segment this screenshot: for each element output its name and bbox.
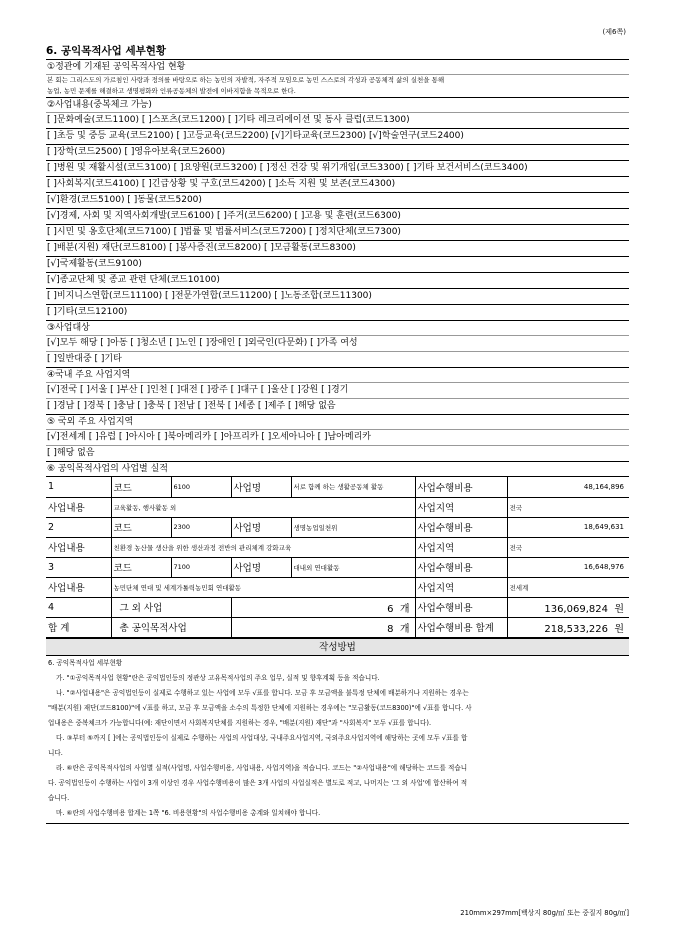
domestic-region-row[interactable]: [√]전국 [ ]서울 [ ]부산 [ ]인천 [ ]대전 [ ]광주 [ ]대구 [ ]울산 [ ]강원 [ ]경기 — [46, 383, 629, 399]
other-cost-label: 사업수행비용 — [415, 597, 507, 617]
business-row[interactable]: [√]환경(코드5100) [ ]동물(코드5200) — [46, 193, 629, 209]
paper-spec: 210mm×297mm[백상지 80g/㎡ 또는 중질지 80g/㎡] — [460, 909, 629, 917]
code-value[interactable]: 2300 — [171, 517, 231, 537]
code-value[interactable]: 7100 — [171, 557, 231, 577]
overseas-region-heading: ⑤ 국외 주요 사업지역 — [46, 415, 629, 430]
name-value[interactable]: 서로 함께 하는 생활공동체 활동 — [291, 477, 415, 497]
target-row[interactable]: [ ]일반대중 [ ]기타 — [46, 352, 629, 368]
table-row — [46, 557, 629, 577]
table-row — [46, 497, 629, 517]
cost-value[interactable]: 18,649,631 — [507, 517, 629, 537]
other-cost-unit: 원 — [614, 603, 624, 615]
name-label: 사업명 — [231, 517, 291, 537]
notes-line: 습니다. — [48, 793, 70, 802]
code-label: 코드 — [111, 517, 171, 537]
table-row — [46, 577, 629, 597]
total-cost[interactable] — [507, 617, 629, 637]
business-row[interactable]: [ ]사회복지(코드4100) [ ]긴급상황 및 구호(코드4200) [ ]소득 지원 및 보존(코드4300) — [46, 177, 629, 193]
content-label: 사업내용 — [46, 497, 111, 517]
total-count-unit: 개 — [399, 623, 410, 635]
notes-line: 가. "①공익목적사업 현황"란은 공익법인등의 정관상 고유목적사업의 주요 업무, 실적 및 향후계획 등을 적습니다. — [56, 673, 380, 682]
purpose-line-2: 농업, 농민 문제를 해결하고 생명평화와 인류공동체의 발전에 이바지함을 목적으로 한다. — [47, 87, 296, 95]
domestic-region-row[interactable]: [ ]경남 [ ]경북 [ ]충남 [ ]충북 [ ]전남 [ ]전북 [ ]세종 [ ]제주 [ ]해당 없음 — [46, 399, 629, 415]
notes-line: 니다. — [48, 748, 63, 757]
other-count-unit: 개 — [399, 603, 410, 615]
region-value[interactable]: 전국 — [507, 497, 629, 517]
item-no: 3 — [46, 557, 111, 577]
item-no: 4 — [46, 597, 111, 617]
performance-heading: ⑥ 공익목적사업의 사업별 실적 — [46, 462, 629, 477]
notes-title: 작성방법 — [46, 638, 629, 656]
business-row[interactable]: [√]경제, 사회 및 지역사회개발(코드6100) [ ]주거(코드6200) [ ]고용 및 훈련(코드6300) — [46, 209, 629, 225]
notes-line: "배분(지원) 재단(코드8100)"에 √표를 하고, 모금 후 모금액을 소수의 특정한 단체에 지원하는 경우에는 "모금활동(코드8300)"에 √표를 합니다. 사 — [48, 703, 472, 712]
content-value[interactable]: 친환경 농산물 생산을 위한 생산과정 전반의 관리체계 강화교육 — [111, 537, 415, 557]
business-row[interactable]: [ ]배분(지원) 재단(코드8100) [ ]봉사증진(코드8200) [ ]모금활동(코드8300) — [46, 241, 629, 257]
total-cost-value: 218,533,226 — [544, 623, 608, 635]
total-count-value: 8 — [387, 623, 394, 635]
cost-label: 사업수행비용 — [415, 517, 507, 537]
item-no: 2 — [46, 517, 111, 537]
target-heading: ③사업대상 — [46, 321, 629, 336]
business-row[interactable]: [√]국제활동(코드9100) — [46, 257, 629, 273]
business-row[interactable]: [ ]문화예술(코드1100) [ ]스포츠(코드1200) [ ]기타 레크리에이션 및 동사 클럽(코드1300) — [46, 113, 629, 129]
business-heading: ②사업내용(중복체크 가능) — [46, 98, 629, 113]
purpose-line-1: 본 회는 그리스도의 가르침인 사랑과 정의를 바탕으로 하는 농민의 자발적, 자주적 모임으로 농민 스스로의 각성과 공동체적 삶의 실천을 통해 — [47, 76, 445, 84]
region-value[interactable]: 전세계 — [507, 577, 629, 597]
content-value[interactable]: 농민단체 연대 및 세계가톨릭농민회 연대활동 — [111, 577, 415, 597]
name-label: 사업명 — [231, 477, 291, 497]
notes-line: 다. 공익법인등이 수행하는 사업이 3개 이상인 경우 사업수행비용이 많은 3개 사업의 사업실적은 별도로 적고, 나머지는 '그 외 사업'에 합산하여 적 — [48, 778, 468, 787]
notes-line: 업내용은 중복체크가 가능합니다(예: 재단이면서 사회복지단체를 지원하는 경우, "배분(지원) 재단"과 "사회복지" 모두 √표를 합니다). — [48, 718, 432, 727]
business-row[interactable]: [√]종교단체 및 종교 관련 단체(코드10100) — [46, 273, 629, 289]
notes-body — [46, 656, 629, 824]
domestic-region-heading: ④국내 주요 사업지역 — [46, 368, 629, 383]
other-cost-value: 136,069,824 — [544, 603, 608, 615]
region-label: 사업지역 — [415, 537, 507, 557]
cost-value[interactable]: 48,164,896 — [507, 477, 629, 497]
target-row[interactable]: [√]모두 해당 [ ]아동 [ ]청소년 [ ]노인 [ ]장애인 [ ]외국인(다문화) [ ]가족 여성 — [46, 336, 629, 352]
total-cost-label: 사업수행비용 합계 — [415, 617, 507, 637]
region-label: 사업지역 — [415, 497, 507, 517]
code-label: 코드 — [111, 477, 171, 497]
total-cost-unit: 원 — [614, 623, 624, 635]
cost-label: 사업수행비용 — [415, 477, 507, 497]
purpose-text — [46, 75, 629, 98]
table-row — [46, 477, 629, 497]
content-label: 사업내용 — [46, 537, 111, 557]
table-row-total — [46, 617, 629, 637]
business-row[interactable]: [ ]시민 및 옹호단체(코드7100) [ ]법률 및 법률서비스(코드7200) [ ]정치단체(코드7300) — [46, 225, 629, 241]
content-value[interactable]: 교육활동, 행사활동 외 — [111, 497, 415, 517]
table-row-other — [46, 597, 629, 617]
table-row — [46, 537, 629, 557]
business-row[interactable]: [ ]병원 및 재활시설(코드3100) [ ]요양원(코드3200) [ ]정신 건강 및 위기개입(코드3300) [ ]기타 보건서비스(코드3400) — [46, 161, 629, 177]
item-no: 1 — [46, 477, 111, 497]
region-label: 사업지역 — [415, 577, 507, 597]
form-body — [46, 40, 629, 824]
notes-line: 마. ⑥란의 사업수행비용 합계는 1쪽 "6. 비용현황"의 사업수행비용 총계와 일치해야 합니다. — [56, 808, 321, 817]
total-label: 합 계 — [46, 617, 111, 637]
other-label: 그 외 사업 — [111, 597, 231, 617]
other-count[interactable] — [231, 597, 415, 617]
notes-line: 나. "②사업내용"은 공익법인등이 실제로 수행하고 있는 사업에 모두 √표를 합니다. 모금 후 모금액을 불특정 단체에 배분하거나 지원하는 경우는 — [56, 688, 469, 697]
code-value[interactable]: 6100 — [171, 477, 231, 497]
content-label: 사업내용 — [46, 577, 111, 597]
page-number: (제6쪽) — [602, 28, 626, 36]
business-row[interactable]: [ ]기타(코드12100) — [46, 305, 629, 321]
overseas-region-row[interactable]: [ ]해당 없음 — [46, 446, 629, 462]
cost-label: 사업수행비용 — [415, 557, 507, 577]
table-row — [46, 517, 629, 537]
performance-table — [46, 477, 629, 638]
overseas-region-row[interactable]: [√]전세계 [ ]유럽 [ ]아시아 [ ]북아메리카 [ ]아프리카 [ ]오세아니아 [ ]남아메리카 — [46, 430, 629, 446]
section-title: 6. 공익목적사업 세부현황 — [46, 40, 629, 60]
business-row[interactable]: [ ]초등 및 중등 교육(코드2100) [ ]고등교육(코드2200) [√]기타교육(코드2300) [√]학술연구(코드2400) — [46, 129, 629, 145]
total-count[interactable] — [231, 617, 415, 637]
total-business-label: 총 공익목적사업 — [111, 617, 231, 637]
business-row[interactable]: [ ]장학(코드2500) [ ]영유아보육(코드2600) — [46, 145, 629, 161]
notes-line: 6. 공익목적사업 세부현황 — [48, 658, 123, 667]
purpose-heading: ①정관에 기재된 공익목적사업 현황 — [46, 60, 629, 75]
business-row[interactable]: [ ]비지니스연합(코드11100) [ ]전문가연합(코드11200) [ ]노동조합(코드11300) — [46, 289, 629, 305]
region-value[interactable]: 전국 — [507, 537, 629, 557]
notes-line: 다. ③부터 ⑤까지 [ ]에는 공익법인등이 실제로 수행하는 사업의 사업대상, 국내주요사업지역, 국외주요사업지역에 해당하는 곳에 모두 √표를 합 — [56, 733, 468, 742]
cost-value[interactable]: 16,648,976 — [507, 557, 629, 577]
name-label: 사업명 — [231, 557, 291, 577]
name-value[interactable]: 생명농업일천위 — [291, 517, 415, 537]
other-count-value: 6 — [387, 603, 394, 615]
other-cost[interactable] — [507, 597, 629, 617]
name-value[interactable]: 대내외 연대활동 — [291, 557, 415, 577]
notes-line: 라. ⑥란은 공익목적사업의 사업별 실적(사업명, 사업수행비용, 사업내용, 사업지역)을 적습니다. 코드는 "②사업내용"에 해당하는 코드를 적습니 — [56, 763, 468, 772]
code-label: 코드 — [111, 557, 171, 577]
